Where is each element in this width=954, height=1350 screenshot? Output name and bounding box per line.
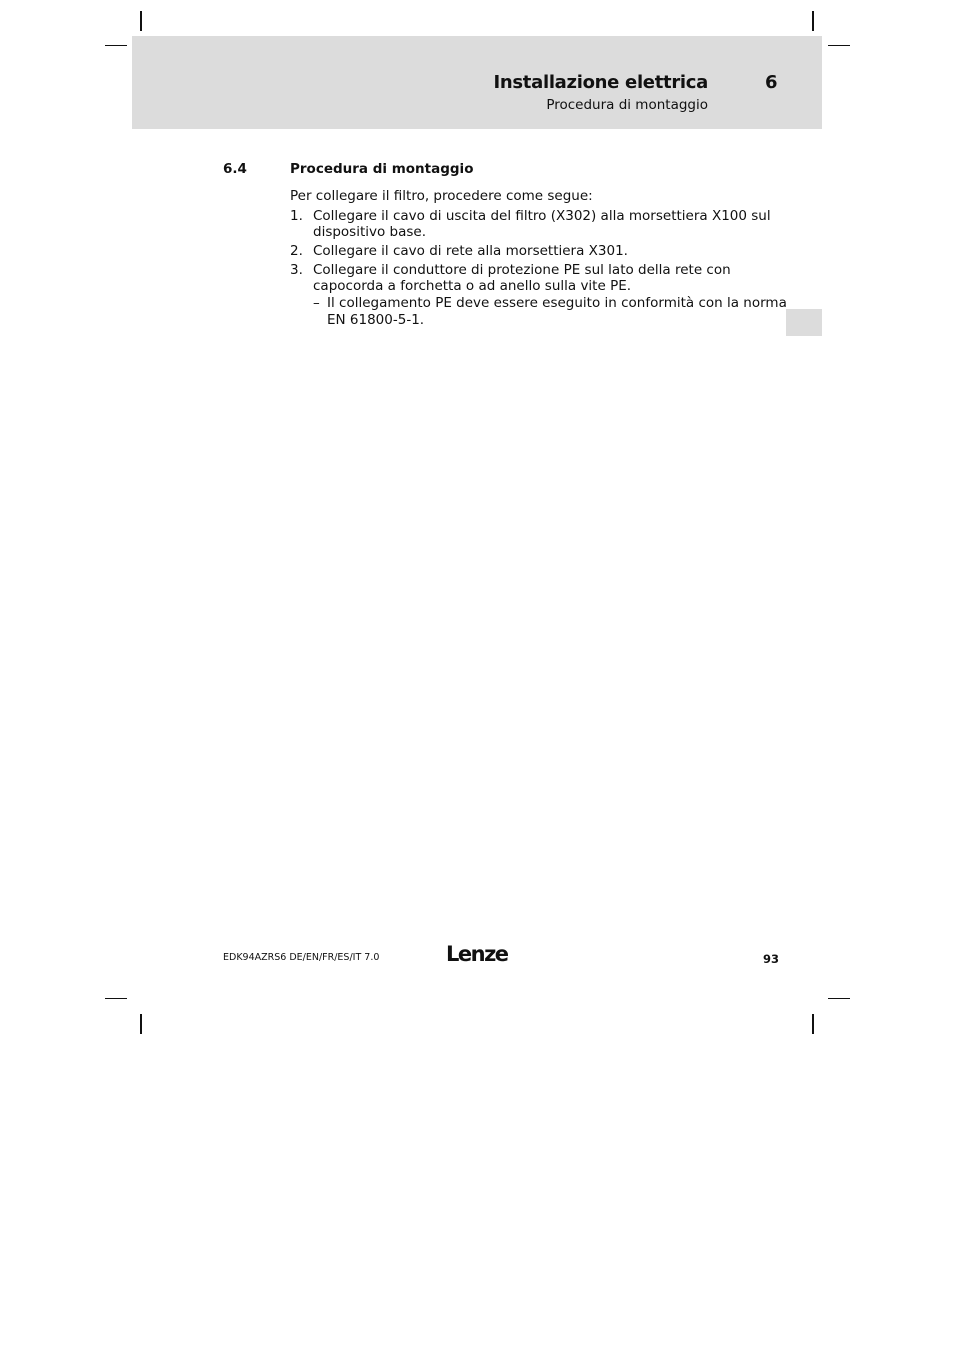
crop-mark (828, 998, 850, 999)
crop-mark (105, 45, 127, 46)
list-item (290, 243, 790, 259)
step-text: Collegare il cavo di rete alla morsettiera X301. (313, 243, 628, 259)
list-item (290, 262, 790, 329)
page-subtitle: Procedura di montaggio (546, 97, 708, 113)
crop-mark (140, 1014, 142, 1034)
step-number: 2. (290, 243, 303, 259)
lenze-logo: Lenze (446, 942, 508, 966)
crop-mark (812, 1014, 814, 1034)
section-title: Procedura di montaggio (290, 161, 474, 177)
page-number: 93 (763, 952, 780, 966)
step-number: 3. (290, 262, 303, 278)
crop-mark (828, 45, 850, 46)
document-id: EDK94AZRS6 DE/EN/FR/ES/IT 7.0 (223, 952, 380, 963)
section-number: 6.4 (223, 161, 247, 177)
sub-note (313, 295, 790, 329)
header-band (132, 36, 822, 129)
chapter-side-tab (786, 309, 822, 336)
chapter-number: 6 (765, 72, 778, 93)
page-title: Installazione elettrica (493, 72, 708, 93)
dash-bullet: – (313, 295, 320, 311)
step-number: 1. (290, 208, 303, 224)
procedure-steps (290, 208, 790, 332)
step-text: Collegare il conduttore di protezione PE sul lato della rete con capocorda a forchetta o ad anello sulla vite PE. (313, 262, 731, 294)
step-text: Collegare il cavo di uscita del filtro (X302) alla morsettiera X100 sul dispositivo base. (313, 208, 771, 240)
crop-mark (105, 998, 127, 999)
list-item (290, 208, 790, 240)
crop-mark (140, 11, 142, 31)
crop-mark (812, 11, 814, 31)
intro-paragraph: Per collegare il filtro, procedere come segue: (290, 188, 593, 204)
sub-note-text: Il collegamento PE deve essere eseguito in conformità con la norma EN 61800-5-1. (327, 295, 787, 328)
